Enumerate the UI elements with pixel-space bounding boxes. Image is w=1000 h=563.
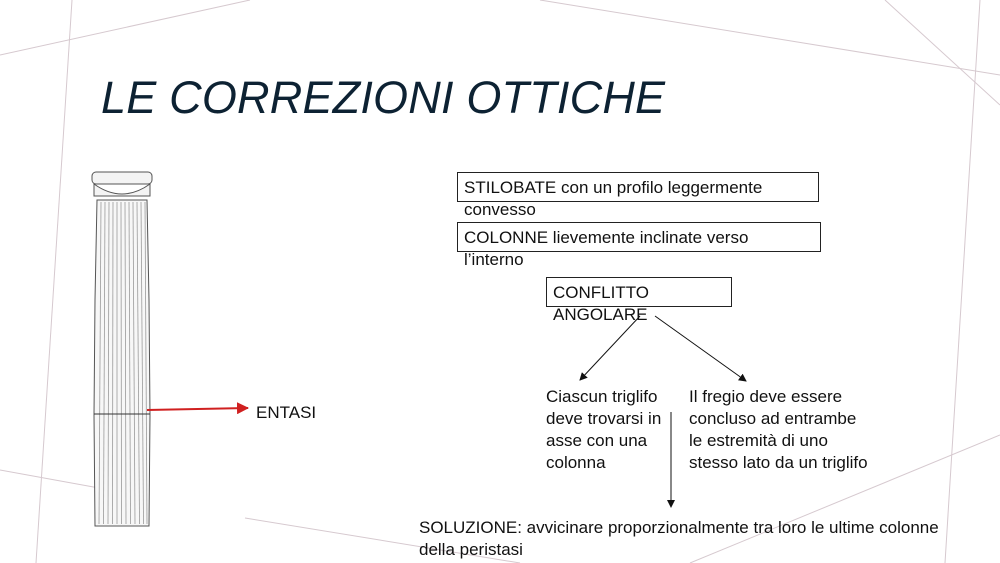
entasi-arrow (147, 408, 248, 410)
fregio-text: Il fregio deve essere concluso ad entrambe le estremità di uno stesso lato da un triglifo (689, 387, 868, 472)
stilobate-text: STILOBATE con un profilo leggermente convesso (464, 178, 763, 219)
conflitto-text: CONFLITTO ANGOLARE (553, 283, 650, 324)
entasi-label: ENTASI (256, 403, 317, 422)
colonne-text: COLONNE lievemente inclinate verso l’interno (464, 228, 749, 269)
soluzione-text: SOLUZIONE: avvicinare proporzionalmente tra loro le ultime colonne della peristasi (419, 518, 939, 559)
slide-title: LE CORREZIONI OTTICHE (101, 72, 666, 123)
triglifo-text: Ciascun triglifo deve trovarsi in asse con una colonna (546, 387, 662, 472)
